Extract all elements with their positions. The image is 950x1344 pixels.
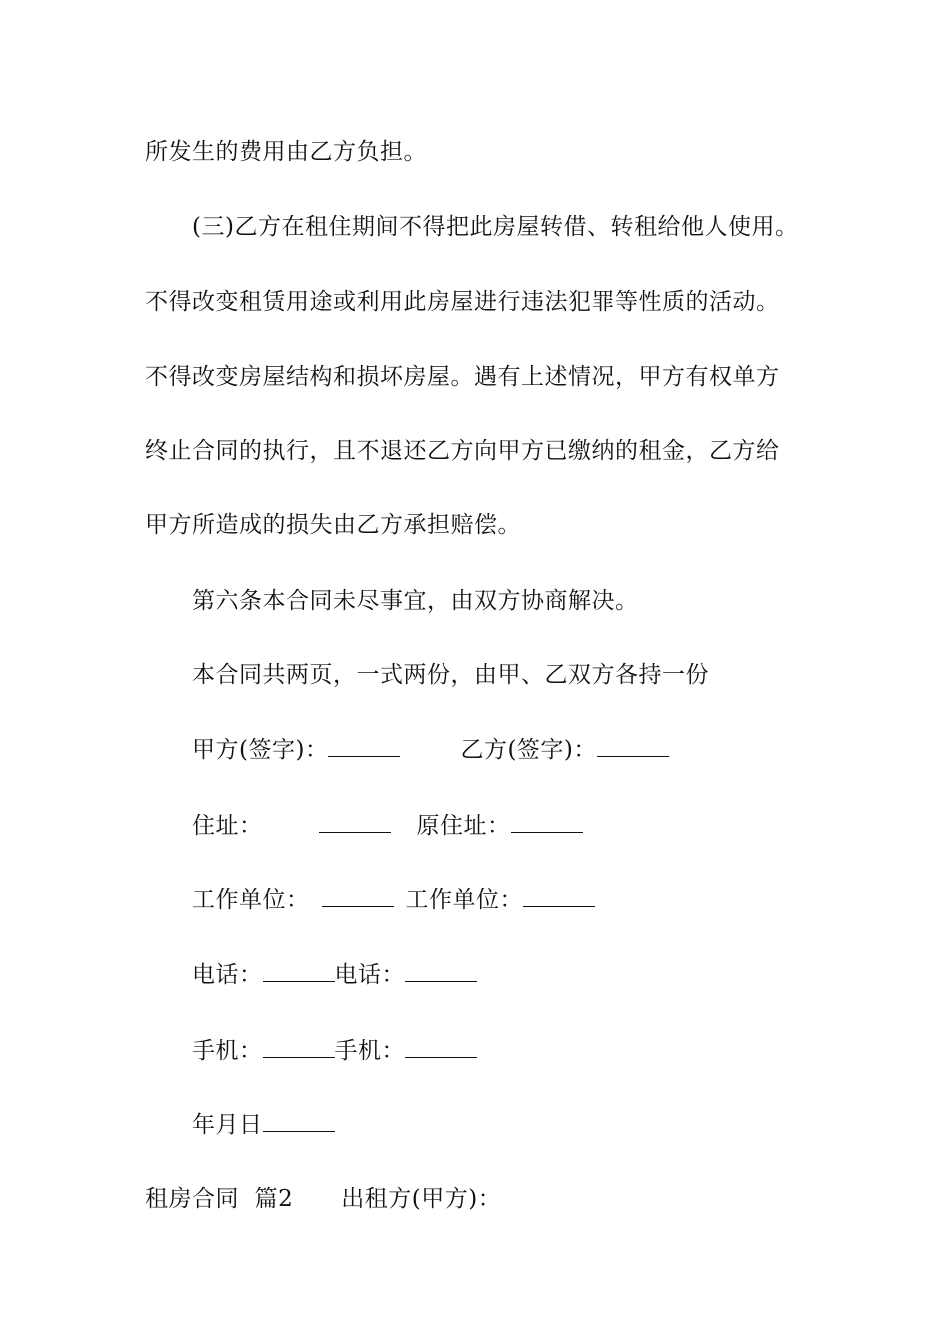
date-blank bbox=[263, 1109, 335, 1132]
mobile-b-label: 手机： bbox=[334, 1038, 405, 1064]
section-title: 租房合同 bbox=[145, 1186, 239, 1212]
copies-clause: 本合同共两页，一式两份，由甲、乙双方各持一份 bbox=[192, 662, 709, 688]
signature-row-address bbox=[192, 810, 583, 841]
paragraph-line: 所发生的费用由乙方负担。 bbox=[145, 139, 427, 165]
paragraph-line: 终止合同的执行，且不退还乙方向甲方已缴纳的租金，乙方给 bbox=[145, 438, 780, 464]
party-a-signature-blank bbox=[328, 734, 400, 757]
orig-address-label: 原住址： bbox=[416, 813, 511, 839]
address-label: 住址： bbox=[192, 813, 263, 839]
lessor-label: 出租方(甲方)： bbox=[341, 1186, 502, 1212]
work-a-blank bbox=[322, 884, 394, 907]
mobile-a-label: 手机： bbox=[192, 1038, 263, 1064]
article-six: 第六条本合同未尽事宜，由双方协商解决。 bbox=[192, 588, 639, 614]
signature-row-party bbox=[192, 734, 669, 765]
party-a-label: 甲方(签字)： bbox=[192, 737, 329, 763]
next-section-heading bbox=[145, 1184, 501, 1214]
paragraph-line: 不得改变租赁用途或利用此房屋进行违法犯罪等性质的活动。 bbox=[145, 289, 780, 315]
mobile-b-blank bbox=[405, 1035, 477, 1058]
section-number: 篇2 bbox=[254, 1186, 294, 1212]
party-b-signature-blank bbox=[597, 734, 669, 757]
orig-address-blank bbox=[511, 810, 583, 833]
mobile-a-blank bbox=[263, 1035, 335, 1058]
phone-b-label: 电话： bbox=[334, 962, 405, 988]
phone-a-label: 电话： bbox=[192, 962, 263, 988]
work-a-label: 工作单位： bbox=[192, 887, 310, 913]
paragraph-line: 甲方所造成的损失由乙方承担赔偿。 bbox=[145, 512, 521, 538]
work-b-label: 工作单位： bbox=[405, 887, 523, 913]
party-b-label: 乙方(签字)： bbox=[460, 737, 597, 763]
work-b-blank bbox=[523, 884, 595, 907]
date-label: 年月日 bbox=[192, 1112, 263, 1138]
signature-row-phone bbox=[192, 959, 477, 990]
phone-a-blank bbox=[263, 959, 335, 982]
signature-row-date bbox=[192, 1109, 335, 1140]
paragraph-line: 不得改变房屋结构和损坏房屋。遇有上述情况，甲方有权单方 bbox=[145, 364, 780, 390]
signature-row-work bbox=[192, 884, 595, 915]
paragraph-line: (三)乙方在租住期间不得把此房屋转借、转租给他人使用。 bbox=[192, 214, 799, 240]
address-blank bbox=[319, 810, 391, 833]
signature-row-mobile bbox=[192, 1035, 477, 1066]
phone-b-blank bbox=[405, 959, 477, 982]
